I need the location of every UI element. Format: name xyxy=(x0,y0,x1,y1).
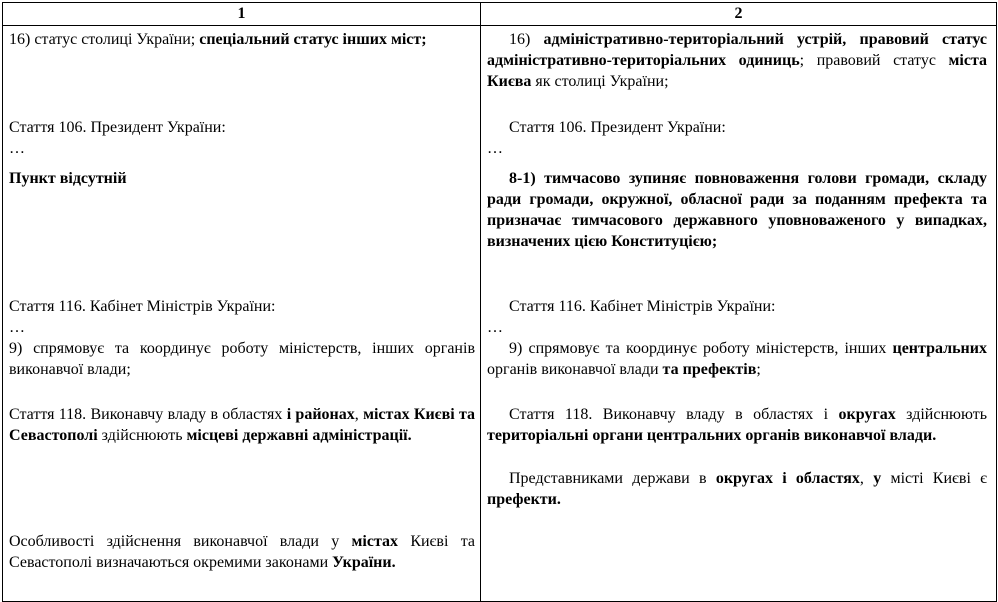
text-run: Особливості здійснення виконавчої влади у xyxy=(9,533,352,550)
bold-run: у xyxy=(873,470,882,487)
header-row xyxy=(3,3,997,26)
text-run: 16) xyxy=(509,31,544,48)
col1-article-106-heading: Стаття 106. Президент України: xyxy=(9,119,226,136)
text-run: органів виконавчої влади xyxy=(487,361,663,378)
bold-run: адміністративно-територіальний устрій, правовий статус адміністративно-територіальних одиниць xyxy=(487,31,987,69)
text-run: ; xyxy=(756,361,761,378)
col1-missing-point xyxy=(9,168,475,189)
col1-ellipsis-116: … xyxy=(9,319,25,336)
bold-run: та префектів xyxy=(662,361,757,378)
col1-ellipsis-106: … xyxy=(9,140,25,157)
column-2-header: 2 xyxy=(481,3,997,26)
bold-run: і районах xyxy=(286,406,355,423)
col1-article-118 xyxy=(9,404,475,446)
bold-run: округах xyxy=(838,406,896,423)
col1-item-9: 9) спрямовує та координує роботу міністерств, інших органів виконавчої влади; xyxy=(9,340,475,378)
bold-run: міста Києва xyxy=(487,52,988,90)
bold-run: 8-1) тимчасово зупиняє повноваження голови громади, складу ради громади, окружної, обласної ради за поданням префекта та призначає тимчасового державного уповноваженого у випадках, визначених цією Конституцією; xyxy=(487,170,987,250)
bold-run: округах і областях xyxy=(715,470,860,487)
bold-run: України. xyxy=(332,554,396,571)
bold-run: Пункт відсутній xyxy=(9,170,127,187)
bold-run: центральних xyxy=(892,340,987,357)
col2-item-16 xyxy=(487,29,987,92)
bold-run: містах Києві та Севастополі xyxy=(9,406,476,444)
content-row xyxy=(3,26,997,602)
text-run: 16) статус столиці України; xyxy=(9,31,200,48)
text-run: Києві та Севастополі визначаються окремими законами xyxy=(9,533,476,571)
col2-article-116-heading: Стаття 116. Кабінет Міністрів України: xyxy=(509,298,776,315)
col2-article-118 xyxy=(487,404,987,446)
text-run: здійснюють xyxy=(97,427,187,444)
text-run: здійснюють xyxy=(895,406,987,423)
text-run: Представниками держави в xyxy=(509,470,716,487)
text-run: як столиці України; xyxy=(531,73,669,90)
comparison-table xyxy=(2,2,997,602)
proposed-text-column xyxy=(481,26,997,602)
bold-run: місцеві державні адміністрації. xyxy=(186,427,412,444)
col2-item-8-1 xyxy=(487,168,987,252)
bold-run: містах xyxy=(351,533,399,550)
bold-run: префекти. xyxy=(487,491,561,508)
text-run: Стаття 118. Виконавчу владу в областях xyxy=(9,406,287,423)
text-run: ; правовий статус xyxy=(799,52,949,69)
col1-article-116-heading: Стаття 116. Кабінет Міністрів України: xyxy=(9,298,276,315)
text-run: Стаття 118. Виконавчу владу в областях і xyxy=(509,406,839,423)
bold-run: територіальні органи центральних органів виконавчої влади. xyxy=(487,427,937,444)
text-run: 9) спрямовує та координує роботу міністерств, інших xyxy=(509,340,893,357)
current-text-column xyxy=(3,26,481,602)
bold-run: спеціальний статус інших міст; xyxy=(199,31,427,48)
text-run: , xyxy=(354,406,364,423)
text-run: місті Києві є xyxy=(881,470,988,487)
col2-state-representatives xyxy=(487,468,987,510)
col1-executive-features xyxy=(9,531,475,573)
col2-ellipsis-106: … xyxy=(487,140,503,157)
col2-ellipsis-116: … xyxy=(487,319,503,336)
column-1-header: 1 xyxy=(3,3,481,26)
text-run: , xyxy=(859,470,874,487)
col2-item-9 xyxy=(487,338,987,380)
col1-item-16 xyxy=(9,29,475,50)
col2-article-106-heading: Стаття 106. Президент України: xyxy=(509,119,726,136)
